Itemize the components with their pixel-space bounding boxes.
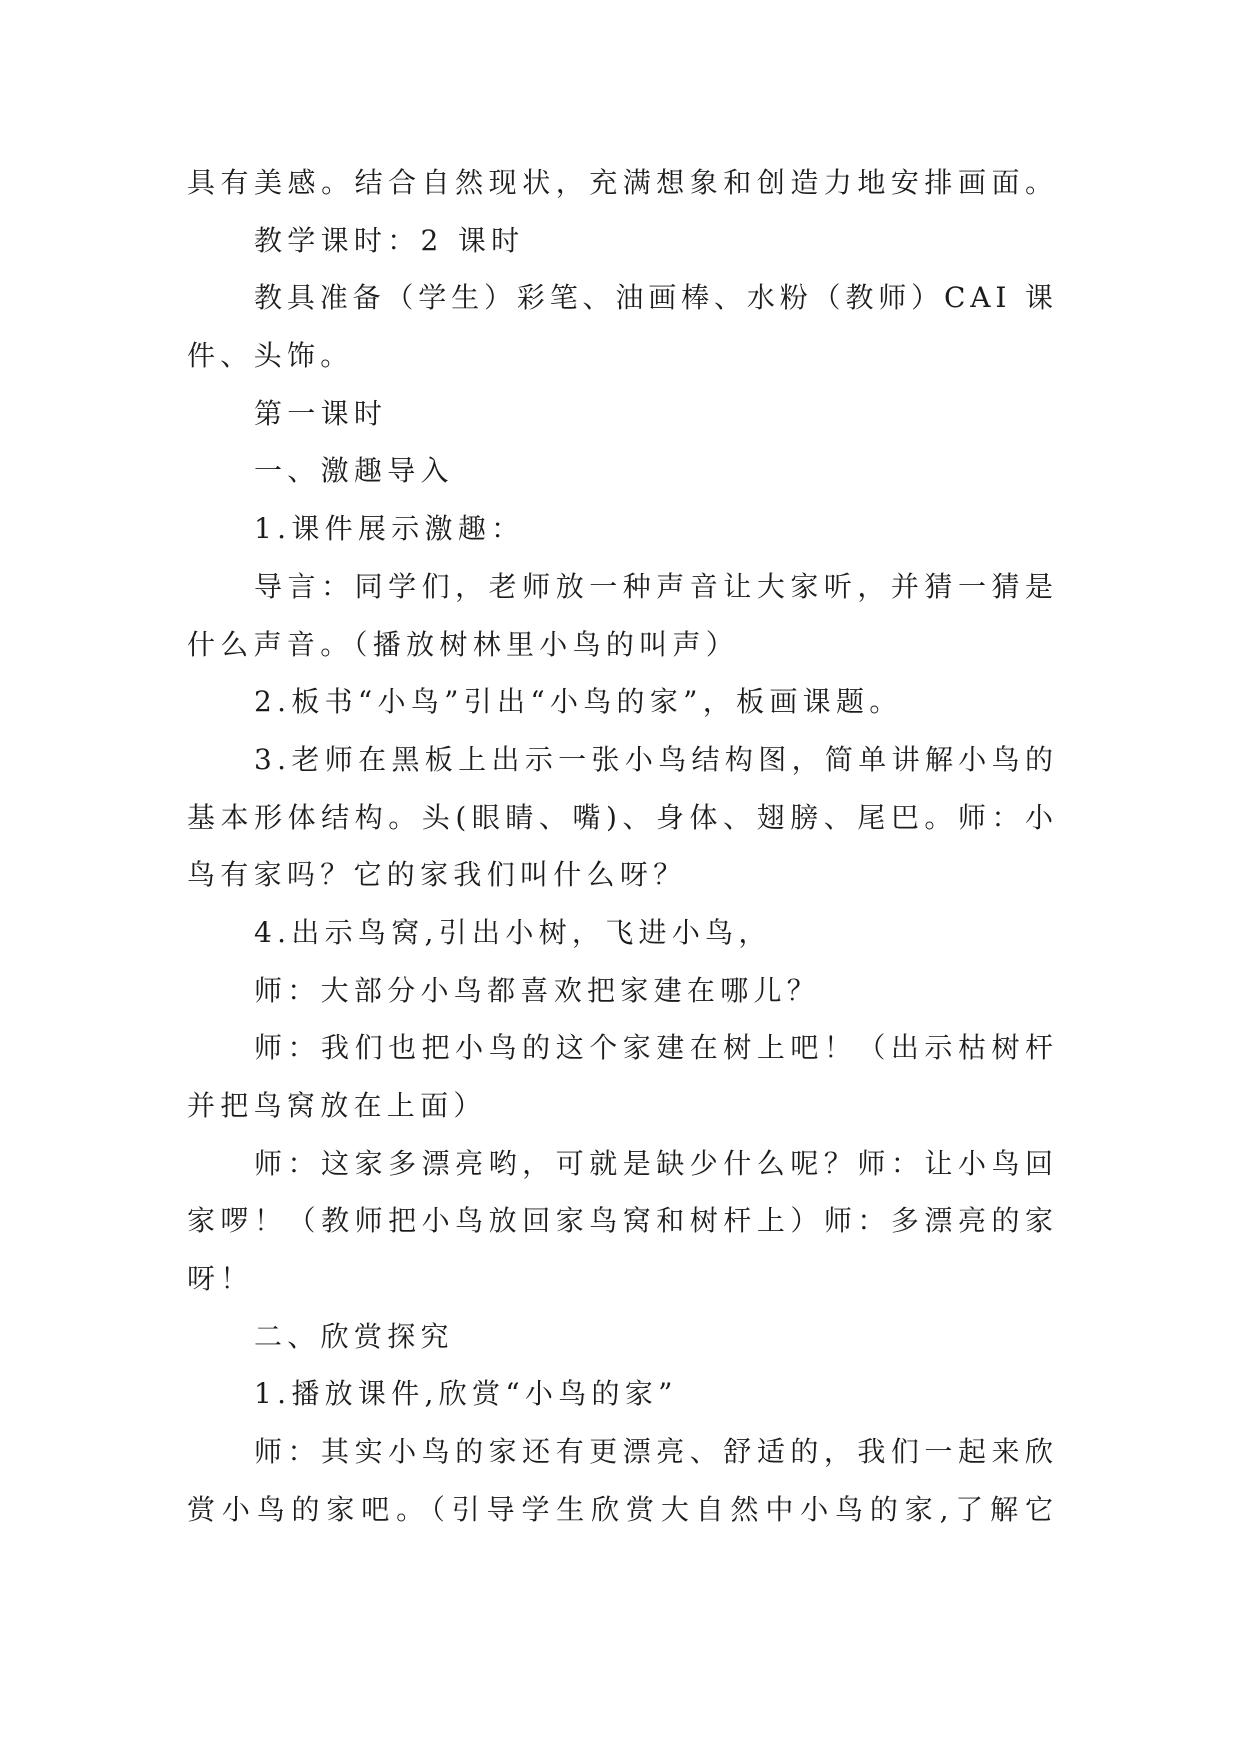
paragraph-line: 呀！ [187, 1262, 254, 1296]
paragraph-line: 一、激趣导入 [254, 454, 454, 488]
paragraph-line: 3.老师在黑板上出示一张小鸟结构图，简单讲解小鸟的 [254, 742, 1059, 776]
section-heading [187, 442, 1053, 500]
paragraph-line: 二、欣赏探究 [254, 1319, 454, 1353]
step-item [187, 904, 1053, 962]
paragraph-line: 并把鸟窝放在上面） [187, 1089, 487, 1122]
paragraph-line: 师：大部分小鸟都喜欢把家建在哪儿？ [254, 973, 821, 1007]
teaching-aids [187, 269, 1058, 384]
intro-paragraph [187, 558, 1059, 673]
paragraph-line: 1.播放课件,欣赏“小鸟的家” [254, 1377, 678, 1411]
paragraph-line: 师：这家多漂亮哟，可就是缺少什么呢？师：让小鸟回 [254, 1146, 1059, 1180]
paragraph-line: 基本形体结构。头(眼睛、嘴)、身体、翅膀、尾巴。师：小 [187, 800, 1059, 834]
paragraph-line: 赏小鸟的家吧。（引导学生欣赏大自然中小鸟的家,了解它 [187, 1492, 1060, 1526]
paragraph-line: 什么声音。（播放树林里小鸟的叫声） [187, 627, 740, 661]
paragraph-line: 师：其实小鸟的家还有更漂亮、舒适的，我们一起来欣 [254, 1435, 1059, 1469]
paragraph-line: 2.板书“小鸟”引出“小鸟的家”，板画课题。 [254, 685, 903, 719]
paragraph-line: 师：我们也把小鸟的这个家建在树上吧！（出示枯树杆 [254, 1031, 1059, 1065]
teacher-dialogue [187, 1423, 1060, 1538]
continued-paragraph [187, 154, 1059, 212]
paragraph-line: 第一课时 [254, 396, 388, 430]
document-body [187, 154, 1060, 1539]
paragraph-line: 导言：同学们，老师放一种声音让大家听，并猜一猜是 [254, 569, 1059, 603]
lesson-period-heading [187, 385, 1053, 443]
paragraph-line: 4.出示鸟窝,引出小树，飞进小鸟， [254, 915, 772, 949]
paragraph-line: 鸟有家吗？它的家我们叫什么呀？ [187, 858, 687, 892]
section-heading [187, 1308, 1053, 1366]
paragraph-line: 1.课件展示激趣： [254, 512, 525, 546]
paragraph-line: 件、头饰。 [187, 339, 354, 373]
lesson-duration [187, 212, 1053, 270]
teacher-dialogue [187, 1019, 1059, 1134]
teacher-dialogue [187, 962, 1053, 1020]
step-item [187, 500, 1053, 558]
teacher-dialogue [187, 1135, 1059, 1308]
step-item [187, 1365, 1053, 1423]
step-item [187, 673, 1053, 731]
paragraph-line: 家啰！（教师把小鸟放回家鸟窝和树杆上）师：多漂亮的家 [187, 1204, 1059, 1238]
paragraph-line: 教学课时：2 课时 [254, 223, 525, 257]
paragraph-line: 教具准备（学生）彩笔、油画棒、水粉（教师）CAI 课 [254, 281, 1058, 315]
step-item [187, 731, 1059, 904]
paragraph-line: 具有美感。结合自然现状，充满想象和创造力地安排画面。 [187, 166, 1059, 199]
